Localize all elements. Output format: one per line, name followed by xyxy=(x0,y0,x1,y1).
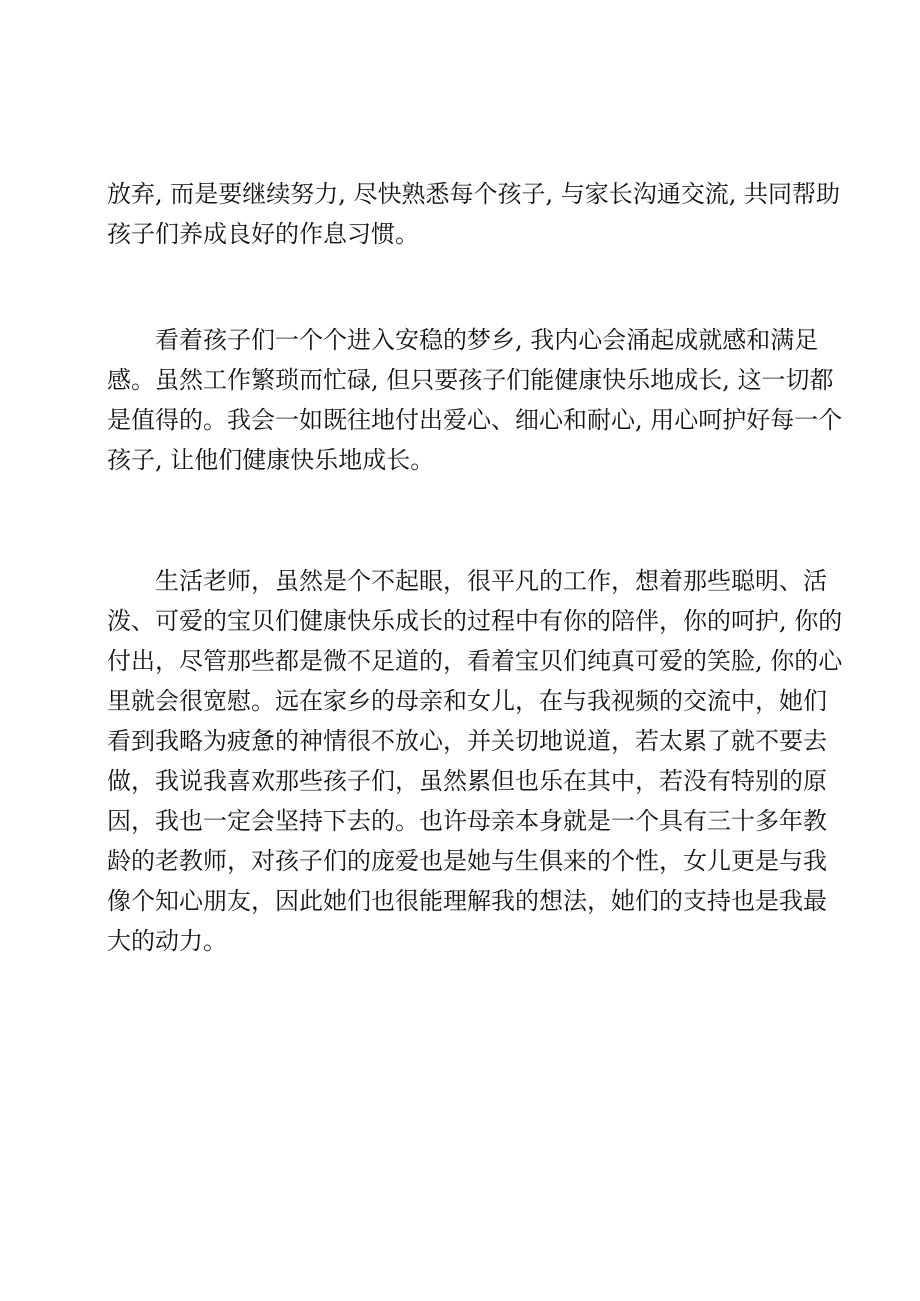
text-line: 因，我也一定会坚持下去的。也许母亲本身就是一个具有三十多年教 xyxy=(107,807,827,835)
text-line: 看到我略为疲惫的神情很不放心，并关切地说道，若太累了就不要去 xyxy=(107,727,827,755)
text-line: 做，我说我喜欢那些孩子们，虽然累但也乐在其中，若没有特别的原 xyxy=(107,767,827,795)
text-line: 是值得的。我会一如既往地付出爱心、细心和耐心, 用心呵护好每一个 xyxy=(107,406,843,434)
paragraph-2 xyxy=(107,320,843,480)
text-line: 感。虽然工作繁琐而忙碌, 但只要孩子们能健康快乐地成长, 这一切都 xyxy=(107,366,834,394)
text-line: 里就会很宽慰。远在家乡的母亲和女儿，在与我视频的交流中，她们 xyxy=(107,687,827,715)
text-line: 泼、可爱的宝贝们健康快乐成长的过程中有你的陪伴，你的呵护, 你的 xyxy=(107,607,843,635)
text-line: 生活老师，虽然是个不起眼，很平凡的工作，想着那些聪明、活 xyxy=(107,567,827,595)
paragraph-1 xyxy=(107,174,841,254)
text-line: 龄的老教师，对孩子们的庞爱也是她与生俱来的个性，女儿更是与我 xyxy=(107,847,827,875)
text-line: 付出，尽管那些都是微不足道的，看着宝贝们纯真可爱的笑脸, 你的心 xyxy=(107,647,843,675)
text-line: 孩子, 让他们健康快乐地成长。 xyxy=(107,446,435,474)
text-line: 放弃, 而是要继续努力, 尽快熟悉每个孩子, 与家长沟通交流, 共同帮助 xyxy=(107,180,841,208)
text-line: 孩子们养成良好的作息习惯。 xyxy=(107,220,419,248)
text-line: 大的动力。 xyxy=(107,927,227,955)
text-line: 像个知心朋友，因此她们也很能理解我的想法，她们的支持也是我最 xyxy=(107,887,827,915)
paragraph-3 xyxy=(107,561,843,961)
text-line: 看着孩子们一个个进入安稳的梦乡, 我内心会涌起成就感和满足 xyxy=(107,326,819,354)
